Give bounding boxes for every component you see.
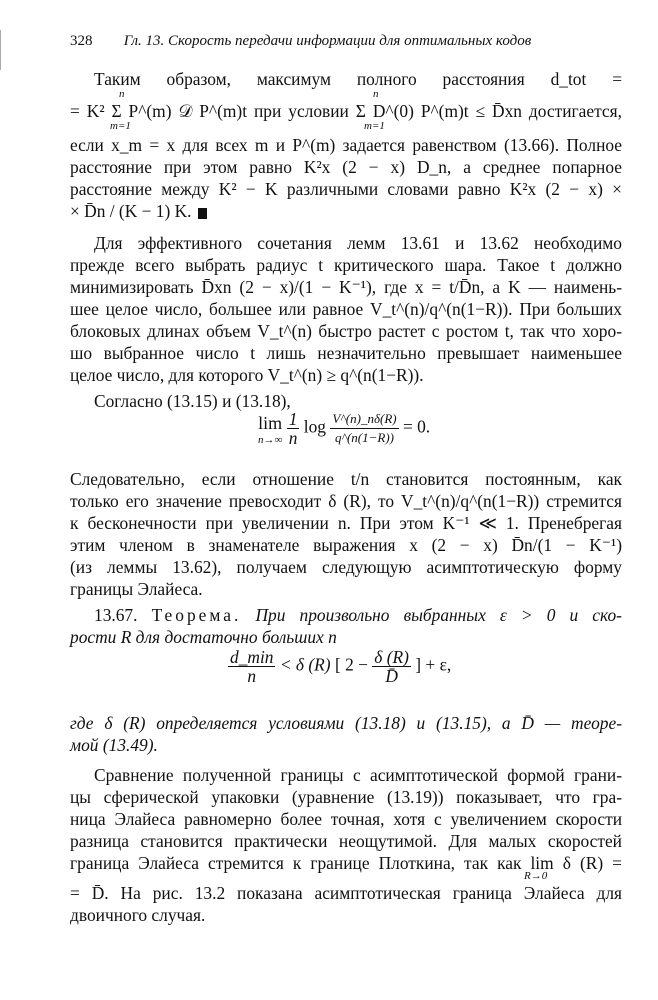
para2-line4: шее целое число, большее или равное V_t^(n)/q^(n(1−R)). При больших: [70, 299, 622, 319]
page-edge-mark: [0, 30, 1, 70]
log-fraction: [330, 410, 398, 447]
formula-elias-bound: [228, 648, 451, 685]
lim-text: lim: [258, 412, 283, 433]
para6-line3: ница Элайеса равномерно более точная, хотя с увеличением скорости: [70, 809, 622, 829]
para2-line6: шо выбранное число t лишь незначительно превышает наименьшее: [70, 343, 622, 363]
inner-num: δ (R): [374, 647, 409, 667]
para4-line2: только его значение превосходит δ (R), то V_t^(n)/q^(n(1−R)) стремится: [70, 491, 622, 511]
para6-line4: разница становится практически неощутимой. Для малых скоростей: [70, 831, 622, 851]
dmin-fraction: [228, 648, 275, 685]
sum1-upper: n: [119, 88, 125, 100]
para4-line6: границы Элайеса.: [70, 579, 203, 599]
log-den: q^(n(1−R)): [334, 430, 394, 445]
formula-limit: [258, 410, 430, 447]
qed-square-icon: [198, 208, 207, 219]
para5-line2: мой (13.49).: [70, 735, 158, 755]
para2-line5: блоковых длинах объем V_t^(n) быстро растет с ростом t, так что хоро-: [70, 321, 622, 341]
sum2-upper: n: [373, 88, 379, 100]
para1-line4: расстояние при этом равно K²x (2 − x) D_n, а среднее попарное: [70, 157, 622, 177]
log-text: log: [303, 416, 326, 437]
theorem-line2: рости R для достаточно больших n: [70, 627, 337, 647]
lim-operator: [258, 412, 282, 446]
theorem-line1: [70, 604, 622, 626]
para6-line5: граница Элайеса стремится к границе Плоткина, так как lim δ (R) =: [70, 853, 622, 873]
para4-line1: Следовательно, если отношение t/n становится постоянным, как: [70, 469, 622, 489]
para1-line6-text: × D̄n / (K − 1) K.: [70, 201, 192, 221]
dmin-num: d_min: [230, 647, 274, 667]
para2-line1: Для эффективного сочетания лемм 13.61 и 13.62 необходимо: [94, 233, 622, 253]
lim-subscript: n→∞: [258, 433, 283, 446]
theorem-text1: При произвольно выбранных ε > 0 и ско-: [255, 605, 622, 625]
para4-line4: этим членом в знаменателе выражения x (2 − x) D̄n/(1 − K⁻¹): [70, 535, 622, 555]
inner-den: D̄: [385, 666, 398, 686]
para6-line1: Сравнение полученной границы с асимптотической формой грани-: [94, 765, 622, 785]
formula2-lt: < δ (R): [279, 654, 331, 675]
lim-r-subscript: R→0: [524, 870, 548, 882]
one-over-n-fraction: [287, 410, 300, 447]
sum2-lower: m=1: [364, 120, 385, 132]
para1-line3: если x_m = x для всех m и P^(m) задается равенством (13.66). Полное: [70, 135, 622, 155]
frac-den: n: [288, 428, 298, 448]
para3-line1: Согласно (13.15) и (13.18),: [94, 391, 291, 411]
log-num: V^(n)_nδ(R): [330, 410, 398, 429]
para2-line2: прежде всего выбрать радиус t критического шара. Такое t должно: [70, 255, 622, 275]
formula1-rhs: = 0.: [402, 416, 431, 437]
running-title: Гл. 13. Скорость передачи информации для оптимальных кодов: [123, 33, 532, 49]
para1-line2: = K² Σ P^(m) 𝒟 P^(m)t при условии Σ D^(0) P^(m)t ≤ D̄xn достигается,: [70, 101, 622, 121]
formula2-inner-left: [ 2 −: [334, 654, 368, 675]
para4-line3: к бесконечности при увеличении n. При этом K⁻¹ ≪ 1. Пренебрегая: [70, 513, 622, 533]
running-header: [70, 33, 630, 50]
formula2-inner-right: ] + ε,: [415, 654, 452, 675]
para6-line6: = D̄. На рис. 13.2 показана асимптотическая граница Элайеса для: [70, 883, 622, 903]
para6-line2: цы сферической упаковки (уравнение (13.19)) показывает, что гра-: [70, 787, 622, 807]
para6-line7: двоичного случая.: [70, 905, 206, 925]
frac-num: 1: [288, 409, 298, 429]
para5-line1: где δ (R) определяется условиями (13.18) и (13.15), а D̄ — теоре-: [70, 713, 622, 733]
theorem-number: 13.67.: [94, 605, 138, 625]
para1-line5: расстояние между K² − K различными словами равно K²x (2 − x) ×: [70, 179, 622, 199]
para2-line7: целое число, для которого V_t^(n) ≥ q^(n(1−R)).: [70, 365, 424, 385]
sum1-lower: m=1: [110, 120, 131, 132]
para1-line1: Таким образом, максимум полного расстояния d_tot =: [94, 69, 622, 89]
para2-line3: минимизировать D̄xn (2 − x)/(1 − K⁻¹), где x = t/D̄n, а K — наимень-: [70, 277, 622, 297]
delta-over-d-fraction: [372, 648, 411, 685]
theorem-label: Теорема.: [151, 605, 242, 625]
page-number: 328: [70, 33, 93, 49]
dmin-den: n: [247, 666, 257, 686]
para4-line5: (из леммы 13.62), получаем следующую асимптотическую форму: [70, 557, 622, 577]
para1-line6: [70, 200, 622, 222]
